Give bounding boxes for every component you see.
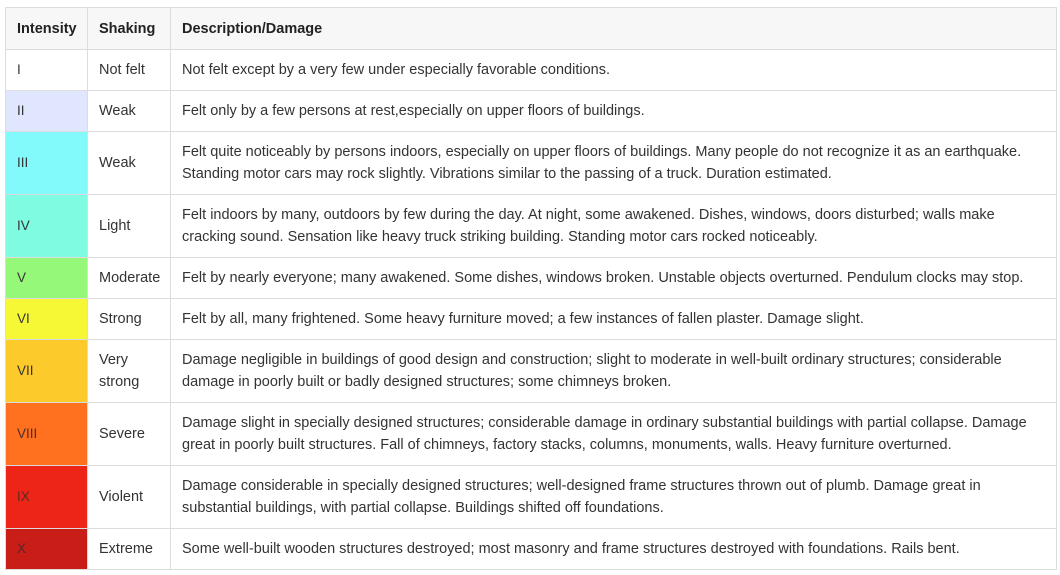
intensity-cell: VIII xyxy=(6,403,88,466)
description-cell: Damage considerable in specially designed structures; well-designed frame structures thrown out of plumb. Damage great in substantial buildings, with partial collapse. Buildings shifted off foundations. xyxy=(171,466,1057,529)
description-cell: Felt indoors by many, outdoors by few during the day. At night, some awakened. Dishes, windows, doors disturbed; walls make cracking sound. Sensation like heavy truck striking building. Standing motor cars rocked noticeably. xyxy=(171,195,1057,258)
description-cell: Felt by all, many frightened. Some heavy furniture moved; a few instances of fallen plaster. Damage slight. xyxy=(171,299,1057,340)
description-cell: Not felt except by a very few under especially favorable conditions. xyxy=(171,50,1057,91)
intensity-cell: IV xyxy=(6,195,88,258)
table-row xyxy=(6,195,1057,258)
header-intensity: Intensity xyxy=(6,8,88,50)
mercalli-intensity-table xyxy=(5,7,1057,570)
table-row xyxy=(6,340,1057,403)
intensity-cell: V xyxy=(6,258,88,299)
table-row xyxy=(6,132,1057,195)
table-row xyxy=(6,91,1057,132)
shaking-cell: Very strong xyxy=(88,340,171,403)
description-cell: Felt by nearly everyone; many awakened. Some dishes, windows broken. Unstable objects overturned. Pendulum clocks may stop. xyxy=(171,258,1057,299)
description-cell: Some well-built wooden structures destroyed; most masonry and frame structures destroyed with foundations. Rails bent. xyxy=(171,529,1057,570)
description-cell: Felt only by a few persons at rest,especially on upper floors of buildings. xyxy=(171,91,1057,132)
intensity-cell: I xyxy=(6,50,88,91)
table-row xyxy=(6,403,1057,466)
intensity-cell: X xyxy=(6,529,88,570)
shaking-cell: Weak xyxy=(88,91,171,132)
intensity-table-container xyxy=(5,7,1057,570)
shaking-cell: Severe xyxy=(88,403,171,466)
table-row xyxy=(6,258,1057,299)
shaking-cell: Strong xyxy=(88,299,171,340)
shaking-cell: Light xyxy=(88,195,171,258)
shaking-cell: Moderate xyxy=(88,258,171,299)
shaking-cell: Violent xyxy=(88,466,171,529)
shaking-cell: Extreme xyxy=(88,529,171,570)
table-row xyxy=(6,529,1057,570)
table-row xyxy=(6,299,1057,340)
description-cell: Damage negligible in buildings of good design and construction; slight to moderate in well-built ordinary structures; considerable damage in poorly built or badly designed structures; some chimneys broken. xyxy=(171,340,1057,403)
header-shaking: Shaking xyxy=(88,8,171,50)
shaking-cell: Not felt xyxy=(88,50,171,91)
table-header-row xyxy=(6,8,1057,50)
intensity-cell: IX xyxy=(6,466,88,529)
description-cell: Felt quite noticeably by persons indoors, especially on upper floors of buildings. Many people do not recognize it as an earthquake. Standing motor cars may rock slightly. Vibrations similar to the passing of a truck. Duration estimated. xyxy=(171,132,1057,195)
intensity-cell: II xyxy=(6,91,88,132)
description-cell: Damage slight in specially designed structures; considerable damage in ordinary substantial buildings with partial collapse. Damage great in poorly built structures. Fall of chimneys, factory stacks, columns, monuments, walls. Heavy furniture overturned. xyxy=(171,403,1057,466)
intensity-cell: VI xyxy=(6,299,88,340)
header-description: Description/Damage xyxy=(171,8,1057,50)
shaking-cell: Weak xyxy=(88,132,171,195)
intensity-cell: VII xyxy=(6,340,88,403)
intensity-cell: III xyxy=(6,132,88,195)
table-row xyxy=(6,466,1057,529)
table-row xyxy=(6,50,1057,91)
